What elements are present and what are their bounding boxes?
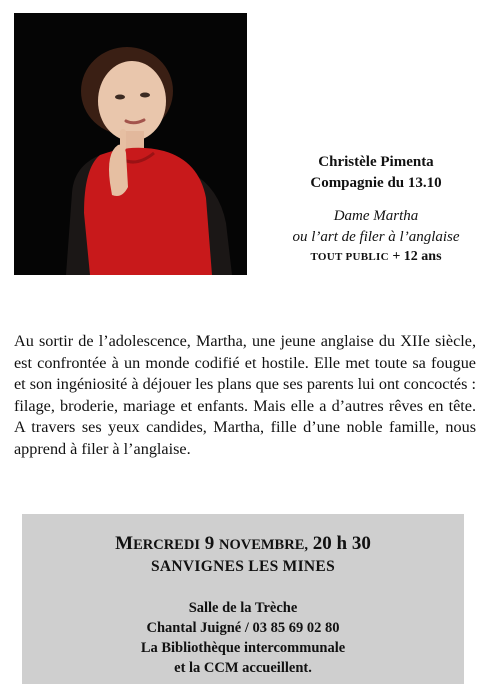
show-title: Dame Martha — [333, 208, 419, 224]
show-subtitle: ou l’art de filer à l’anglaise — [292, 229, 460, 245]
event-host-line-1: La Bibliothèque intercommunale — [140, 640, 346, 656]
event-day-initial: M — [115, 533, 134, 554]
event-month: NOVEMBRE, — [218, 537, 308, 553]
event-venue: Salle de la Trèche — [188, 600, 298, 616]
audience-age: + 12 ans — [392, 249, 442, 264]
event-host-line-2: et la CCM accueillent. — [174, 660, 312, 676]
audience-rating — [262, 248, 490, 266]
performer-photo — [14, 13, 247, 275]
event-date — [22, 532, 464, 557]
synopsis-text: Au sortir de l’adolescence, Martha, une jeune anglaise du XIIe siècle, est confrontée à un monde codifié et hostile. Elle met toute sa fougue et son ingéniosité à déjouer les plans que ses parents lui ont concoctés : filage, broderie, mariage et enfants. Mais elle a d’autres rêves en tête. A travers ses yeux candides, Martha, fille d’une noble famille, nous apprend à filer à l’anglaise. — [14, 332, 476, 458]
event-day-rest: ERCREDI — [133, 537, 200, 553]
performer-name: Christèle Pimenta — [318, 154, 434, 170]
company-name: Compagnie du 13.10 — [310, 175, 442, 191]
event-contact: Chantal Juigné / 03 85 69 02 80 — [146, 620, 340, 636]
show-credits — [262, 152, 490, 266]
performer-portrait-icon — [14, 13, 247, 275]
audience-label: TOUT PUBLIC — [310, 251, 389, 263]
event-time: 20 h 30 — [312, 533, 371, 554]
event-town: SANVIGNES LES MINES — [150, 558, 335, 575]
event-info-box — [22, 514, 464, 684]
event-day-number: 9 — [204, 533, 215, 554]
